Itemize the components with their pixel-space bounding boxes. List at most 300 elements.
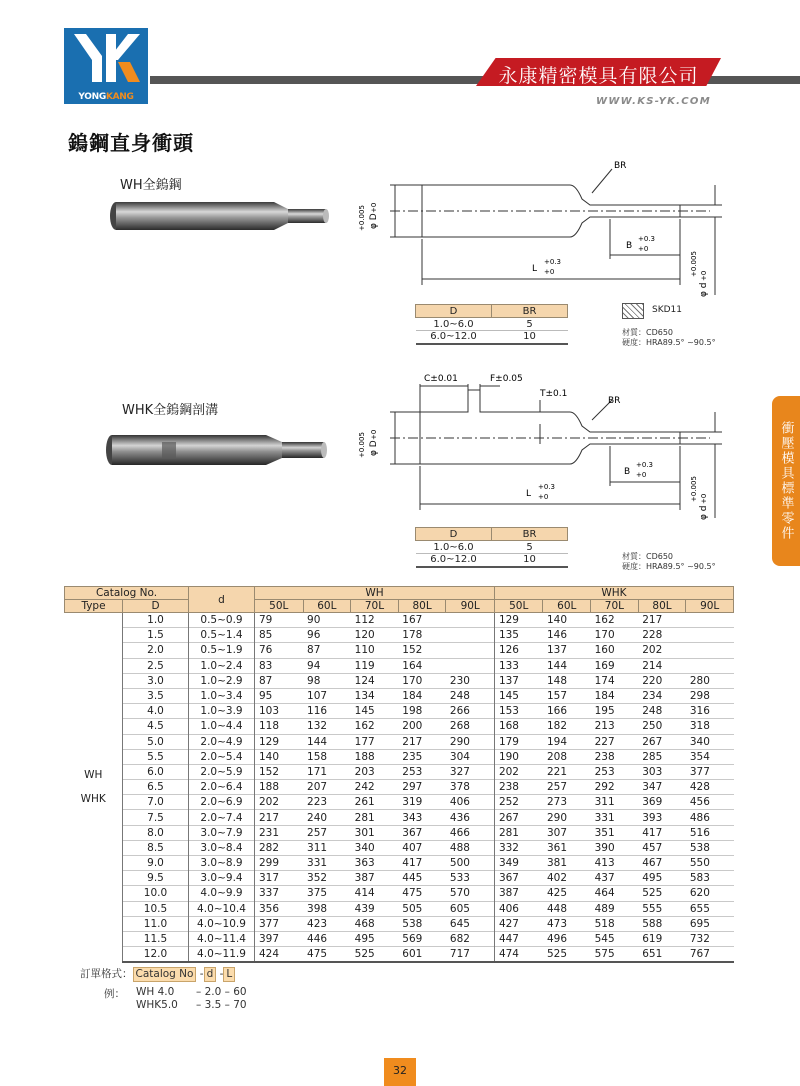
price-cell: 301: [351, 825, 399, 840]
D-cell: 11.0: [123, 916, 189, 931]
table-cell: 6.0~12.0: [416, 331, 492, 344]
D-cell: 9.5: [123, 871, 189, 886]
wh-dim-d: φ d: [699, 282, 709, 297]
price-cell: 137: [543, 643, 591, 658]
catalog-no-header: Catalog No.: [65, 587, 189, 600]
price-cell: 208: [543, 749, 591, 764]
price-cell: 135: [494, 628, 543, 643]
material-hatch-swatch: [622, 303, 644, 319]
price-cell: 170: [591, 628, 639, 643]
price-cell: 194: [543, 734, 591, 749]
whk-dim-b-tol-up: +0.3: [636, 461, 653, 469]
price-cell: 214: [638, 658, 686, 673]
price-cell: 486: [686, 810, 734, 825]
d-col-header: d: [189, 587, 255, 613]
price-cell: 311: [303, 840, 351, 855]
wh-dim-l-tol-low: +0: [544, 268, 555, 276]
price-cell: 110: [351, 643, 399, 658]
price-cell: 144: [303, 734, 351, 749]
price-cell: 525: [638, 886, 686, 901]
price-cell: 349: [494, 856, 543, 871]
price-cell: 331: [303, 856, 351, 871]
price-cell: 620: [686, 886, 734, 901]
order-l-box: L: [223, 967, 235, 982]
d-range-cell: 4.0~10.9: [189, 916, 255, 931]
price-cell: 767: [686, 947, 734, 962]
price-cell: 221: [543, 764, 591, 779]
price-cell: 140: [255, 749, 304, 764]
price-cell: 331: [591, 810, 639, 825]
price-cell: 390: [591, 840, 639, 855]
price-cell: [686, 643, 734, 658]
price-cell: 655: [686, 901, 734, 916]
price-cell: 619: [638, 931, 686, 946]
price-cell: 252: [494, 795, 543, 810]
price-cell: 356: [255, 901, 304, 916]
price-cell: 327: [446, 764, 495, 779]
d-range-cell: 2.0~5.9: [189, 764, 255, 779]
length-col-header: 70L: [591, 600, 639, 613]
type-value: WHK: [80, 793, 106, 806]
price-cell: 402: [543, 871, 591, 886]
price-cell: 267: [494, 810, 543, 825]
price-cell: 464: [591, 886, 639, 901]
price-cell: 437: [591, 871, 639, 886]
price-cell: 242: [351, 780, 399, 795]
price-cell: 87: [303, 643, 351, 658]
order-catalog-box: Catalog No: [133, 967, 197, 982]
price-cell: 297: [398, 780, 446, 795]
wh-dim-b-tol-low: +0: [638, 245, 649, 253]
price-cell: 569: [398, 931, 446, 946]
price-cell: 456: [686, 795, 734, 810]
price-cell: 162: [591, 613, 639, 628]
d-range-cell: 1.0~3.9: [189, 704, 255, 719]
material-label: SKD11: [652, 305, 682, 315]
price-cell: 145: [351, 704, 399, 719]
price-cell: 157: [543, 688, 591, 703]
price-cell: 397: [255, 931, 304, 946]
d-range-cell: 4.0~10.4: [189, 901, 255, 916]
D-cell: 4.5: [123, 719, 189, 734]
price-cell: 417: [398, 856, 446, 871]
whk-technical-drawing: [350, 370, 750, 520]
price-cell: 307: [543, 825, 591, 840]
table-row: [416, 331, 568, 344]
price-cell: 525: [351, 947, 399, 962]
d-range-cell: 0.5~0.9: [189, 613, 255, 628]
d-range-cell: 2.0~6.9: [189, 795, 255, 810]
price-cell: 261: [351, 795, 399, 810]
D-cell: 11.5: [123, 931, 189, 946]
table-cell: 5: [492, 541, 568, 554]
D-cell: 2.5: [123, 658, 189, 673]
price-cell: 213: [591, 719, 639, 734]
D-cell: 8.0: [123, 825, 189, 840]
price-cell: 238: [591, 749, 639, 764]
d-range-cell: 2.0~7.4: [189, 810, 255, 825]
price-cell: 85: [255, 628, 304, 643]
price-cell: 367: [398, 825, 446, 840]
price-cell: 119: [351, 658, 399, 673]
price-cell: 347: [638, 780, 686, 795]
price-cell: 351: [591, 825, 639, 840]
whk-dim-d: φ d: [699, 505, 709, 520]
table-row: [65, 840, 734, 855]
order-dash: -: [219, 968, 224, 980]
price-cell: 538: [398, 916, 446, 931]
price-cell: 87: [255, 673, 304, 688]
table-row: [65, 916, 734, 931]
D-col-header: D: [123, 600, 189, 613]
price-cell: 352: [303, 871, 351, 886]
length-col-header: 70L: [351, 600, 399, 613]
table-row: [65, 734, 734, 749]
price-cell: 200: [398, 719, 446, 734]
price-cell: 268: [446, 719, 495, 734]
whk-dim-t: T±0.1: [540, 389, 568, 399]
price-cell: 475: [398, 886, 446, 901]
price-cell: 152: [255, 764, 304, 779]
price-cell: 425: [543, 886, 591, 901]
price-cell: 217: [398, 734, 446, 749]
table-row: [416, 318, 568, 331]
table-row: [65, 749, 734, 764]
d-range-cell: 1.0~4.4: [189, 719, 255, 734]
price-cell: 424: [255, 947, 304, 962]
price-cell: 273: [543, 795, 591, 810]
price-cell: 500: [446, 856, 495, 871]
whk-dim-l-tol-low: +0: [538, 493, 549, 501]
wh-dim-b: B: [626, 241, 633, 251]
price-cell: 178: [398, 628, 446, 643]
price-cell: 195: [591, 704, 639, 719]
d-range-cell: 4.0~11.4: [189, 931, 255, 946]
d-range-cell: 1.0~2.9: [189, 673, 255, 688]
price-cell: 257: [303, 825, 351, 840]
price-cell: 124: [351, 673, 399, 688]
price-cell: 398: [303, 901, 351, 916]
price-cell: 182: [543, 719, 591, 734]
wh-dim-d-tol-low: +0: [700, 270, 708, 281]
price-cell: 427: [494, 916, 543, 931]
price-cell: 495: [351, 931, 399, 946]
price-cell: 144: [543, 658, 591, 673]
D-cell: 7.0: [123, 795, 189, 810]
price-cell: 343: [398, 810, 446, 825]
table-row: [65, 628, 734, 643]
d-range-cell: 1.0~2.4: [189, 658, 255, 673]
length-col-header: 90L: [446, 600, 495, 613]
wh-dim-D-tol-up: +0.005: [358, 205, 366, 231]
price-cell: 496: [543, 931, 591, 946]
table-row: [416, 554, 568, 567]
table-row: [65, 688, 734, 703]
D-cell: 9.0: [123, 856, 189, 871]
price-cell: 682: [446, 931, 495, 946]
wh-dim-l: L: [532, 264, 538, 274]
price-cell: [686, 658, 734, 673]
price-cell: 202: [638, 643, 686, 658]
d-range-cell: 3.0~8.4: [189, 840, 255, 855]
table-cell: 6.0~12.0: [416, 554, 492, 567]
order-example-label: 例：: [104, 988, 125, 1000]
price-cell: 413: [591, 856, 639, 871]
price-cell: 290: [446, 734, 495, 749]
price-cell: 387: [351, 871, 399, 886]
price-cell: 174: [591, 673, 639, 688]
price-cell: 267: [638, 734, 686, 749]
price-cell: 605: [446, 901, 495, 916]
table-row: [65, 886, 734, 901]
price-cell: 116: [303, 704, 351, 719]
price-cell: 601: [398, 947, 446, 962]
whk-dim-D-tol-up: +0.005: [358, 432, 366, 458]
price-cell: 166: [543, 704, 591, 719]
length-col-header: 90L: [686, 600, 734, 613]
D-cell: 4.0: [123, 704, 189, 719]
d-range-cell: 4.0~9.9: [189, 886, 255, 901]
table-row: [65, 658, 734, 673]
price-cell: 393: [638, 810, 686, 825]
d-range-cell: 2.0~4.9: [189, 734, 255, 749]
whk-dim-b: B: [624, 467, 631, 477]
price-cell: 202: [255, 795, 304, 810]
table-row: [65, 673, 734, 688]
d-range-cell: 0.5~1.4: [189, 628, 255, 643]
price-cell: 381: [543, 856, 591, 871]
price-cell: 162: [351, 719, 399, 734]
price-cell: 489: [591, 901, 639, 916]
price-cell: 285: [638, 749, 686, 764]
d-range-cell: 2.0~5.4: [189, 749, 255, 764]
price-cell: 423: [303, 916, 351, 931]
price-cell: 96: [303, 628, 351, 643]
price-table: [64, 586, 734, 963]
price-cell: 281: [351, 810, 399, 825]
table-cell: 10: [492, 554, 568, 567]
D-cell: 8.5: [123, 840, 189, 855]
wh-group-header: WH: [255, 587, 495, 600]
price-cell: 223: [303, 795, 351, 810]
price-cell: 645: [446, 916, 495, 931]
price-cell: 280: [686, 673, 734, 688]
price-cell: 445: [398, 871, 446, 886]
whk-dim-D-tol-low: +0: [370, 429, 378, 440]
price-cell: 148: [543, 673, 591, 688]
whk-dim-b-tol-low: +0: [636, 471, 647, 479]
price-cell: 94: [303, 658, 351, 673]
price-cell: 158: [303, 749, 351, 764]
price-cell: 145: [494, 688, 543, 703]
table-cell: 10: [492, 331, 568, 344]
price-cell: 217: [638, 613, 686, 628]
price-cell: 488: [446, 840, 495, 855]
D-cell: 5.0: [123, 734, 189, 749]
type-col-header: Type: [65, 600, 123, 613]
length-col-header: 60L: [543, 600, 591, 613]
price-cell: 375: [303, 886, 351, 901]
price-cell: 505: [398, 901, 446, 916]
table-row: [65, 613, 734, 628]
D-cell: 2.0: [123, 643, 189, 658]
price-cell: 198: [398, 704, 446, 719]
price-cell: 228: [638, 628, 686, 643]
price-cell: 457: [638, 840, 686, 855]
table-row: [65, 719, 734, 734]
price-cell: 369: [638, 795, 686, 810]
price-cell: 550: [686, 856, 734, 871]
price-cell: 177: [351, 734, 399, 749]
d-range-cell: 1.0~3.4: [189, 688, 255, 703]
whk-group-header: WHK: [494, 587, 733, 600]
price-cell: 120: [351, 628, 399, 643]
price-cell: 137: [494, 673, 543, 688]
length-col-header: 80L: [638, 600, 686, 613]
order-example-values: – 3.5 – 70: [196, 999, 247, 1011]
price-cell: 253: [398, 764, 446, 779]
price-cell: 126: [494, 643, 543, 658]
wh-br-table: [415, 304, 568, 345]
price-cell: 171: [303, 764, 351, 779]
order-dash: -: [199, 968, 204, 980]
price-cell: 266: [446, 704, 495, 719]
price-cell: 387: [494, 886, 543, 901]
whk-material-note: [622, 552, 716, 572]
wh-dim-b-tol-up: +0.3: [638, 235, 655, 243]
price-cell: 651: [638, 947, 686, 962]
price-cell: 436: [446, 810, 495, 825]
table-row: [65, 947, 734, 962]
br-col-header: D: [416, 305, 492, 318]
hardness-line: 硬度：HRA89.5° ~90.5°: [622, 562, 716, 571]
price-cell: 439: [351, 901, 399, 916]
price-cell: 406: [494, 901, 543, 916]
D-cell: 3.5: [123, 688, 189, 703]
D-cell: 6.0: [123, 764, 189, 779]
whk-br-table: [415, 527, 568, 568]
wh-section-title: WH全鎢鋼: [120, 178, 182, 193]
price-cell: 146: [543, 628, 591, 643]
wh-technical-drawing: [350, 155, 750, 300]
table-row: [65, 856, 734, 871]
order-format-label: 訂單格式：: [80, 968, 133, 980]
price-cell: 468: [351, 916, 399, 931]
price-cell: 583: [686, 871, 734, 886]
D-cell: 5.5: [123, 749, 189, 764]
price-table-body: [65, 613, 734, 962]
price-cell: 282: [255, 840, 304, 855]
table-row: [65, 780, 734, 795]
price-cell: 446: [303, 931, 351, 946]
website-url: WWW.KS-YK.COM: [596, 96, 711, 107]
price-cell: 76: [255, 643, 304, 658]
price-cell: 588: [638, 916, 686, 931]
table-row: [65, 643, 734, 658]
price-cell: 202: [494, 764, 543, 779]
length-col-header: 60L: [303, 600, 351, 613]
price-cell: 207: [303, 780, 351, 795]
D-cell: 3.0: [123, 673, 189, 688]
price-cell: 95: [255, 688, 304, 703]
price-cell: 378: [446, 780, 495, 795]
price-cell: 248: [446, 688, 495, 703]
price-cell: 363: [351, 856, 399, 871]
price-cell: 83: [255, 658, 304, 673]
price-cell: 317: [255, 871, 304, 886]
company-logo: [64, 28, 148, 104]
price-cell: 112: [351, 613, 399, 628]
d-range-cell: 2.0~6.4: [189, 780, 255, 795]
D-cell: 10.0: [123, 886, 189, 901]
price-cell: 217: [255, 810, 304, 825]
price-cell: 319: [398, 795, 446, 810]
d-range-cell: 0.5~1.9: [189, 643, 255, 658]
price-cell: 717: [446, 947, 495, 962]
price-cell: 448: [543, 901, 591, 916]
wh-dim-D: φ D: [369, 213, 379, 229]
wh-dim-d-tol-up: +0.005: [690, 251, 698, 277]
price-cell: 467: [638, 856, 686, 871]
price-cell: 377: [255, 916, 304, 931]
price-cell: 227: [591, 734, 639, 749]
price-cell: 732: [686, 931, 734, 946]
price-cell: 153: [494, 704, 543, 719]
price-cell: 234: [638, 688, 686, 703]
price-cell: 311: [591, 795, 639, 810]
price-cell: 230: [446, 673, 495, 688]
table-row: [65, 704, 734, 719]
D-cell: 7.5: [123, 810, 189, 825]
price-cell: [686, 628, 734, 643]
price-cell: 235: [398, 749, 446, 764]
price-cell: [446, 643, 495, 658]
price-cell: 134: [351, 688, 399, 703]
whk-section-title: WHK全鎢鋼剖溝: [122, 403, 219, 418]
price-cell: 473: [543, 916, 591, 931]
D-cell: 12.0: [123, 947, 189, 962]
price-cell: 337: [255, 886, 304, 901]
price-cell: 90: [303, 613, 351, 628]
price-cell: 203: [351, 764, 399, 779]
price-cell: 184: [398, 688, 446, 703]
price-cell: 103: [255, 704, 304, 719]
price-cell: 164: [398, 658, 446, 673]
price-cell: 695: [686, 916, 734, 931]
D-cell: 10.5: [123, 901, 189, 916]
price-cell: 170: [398, 673, 446, 688]
company-name: 永康精密模具有限公司: [498, 65, 699, 87]
price-cell: 253: [591, 764, 639, 779]
price-cell: 414: [351, 886, 399, 901]
hardness-line: 硬度：HRA89.5° ~90.5°: [622, 338, 716, 347]
price-cell: 292: [591, 780, 639, 795]
price-cell: 340: [686, 734, 734, 749]
order-d-box: d: [204, 967, 217, 982]
br-col-header: BR: [492, 305, 568, 318]
price-cell: 190: [494, 749, 543, 764]
side-category-tab: 衝壓模具標準零件: [772, 396, 800, 566]
price-cell: 570: [446, 886, 495, 901]
price-cell: 533: [446, 871, 495, 886]
wh-dim-l-tol-up: +0.3: [544, 258, 561, 266]
d-range-cell: 4.0~11.9: [189, 947, 255, 962]
price-cell: 407: [398, 840, 446, 855]
table-row: [65, 764, 734, 779]
whk-punch-image: [104, 428, 330, 472]
price-cell: [446, 658, 495, 673]
price-cell: 281: [494, 825, 543, 840]
